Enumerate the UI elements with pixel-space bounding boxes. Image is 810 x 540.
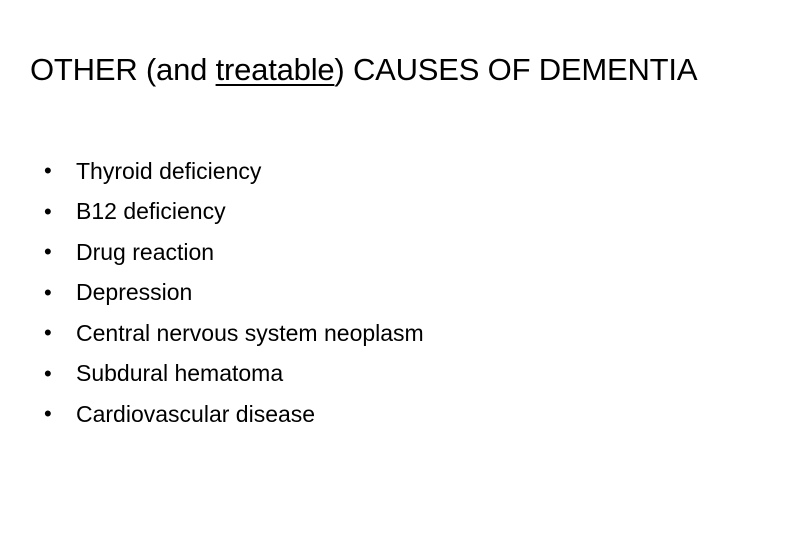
title-text-start: OTHER (and: [30, 52, 216, 87]
bullet-icon: •: [44, 239, 52, 265]
bullet-list: [44, 151, 424, 435]
bullet-item: [44, 313, 424, 354]
bullet-icon: •: [44, 401, 52, 427]
bullet-text: Drug reaction: [76, 238, 215, 265]
bullet-item: [44, 232, 424, 273]
bullet-icon: •: [44, 198, 52, 224]
bullet-text: B12 deficiency: [76, 198, 226, 225]
bullet-text: Central nervous system neoplasm: [76, 319, 424, 346]
bullet-text: Cardiovascular disease: [76, 400, 316, 427]
slide-title: [30, 46, 800, 94]
title-underlined-word: treatable: [215, 52, 335, 87]
bullet-icon: •: [44, 158, 52, 184]
bullet-icon: •: [44, 320, 52, 346]
title-text-end: ) CAUSES OF DEMENTIA: [334, 52, 698, 87]
bullet-item: [44, 354, 424, 395]
bullet-icon: •: [44, 279, 52, 305]
bullet-text: Depression: [76, 279, 193, 306]
bullet-item: [44, 192, 424, 233]
bullet-item: [44, 394, 424, 435]
bullet-item: [44, 151, 424, 192]
bullet-text: Subdural hematoma: [76, 360, 284, 387]
bullet-icon: •: [44, 360, 52, 386]
bullet-text: Thyroid deficiency: [76, 157, 262, 184]
bullet-item: [44, 273, 424, 314]
